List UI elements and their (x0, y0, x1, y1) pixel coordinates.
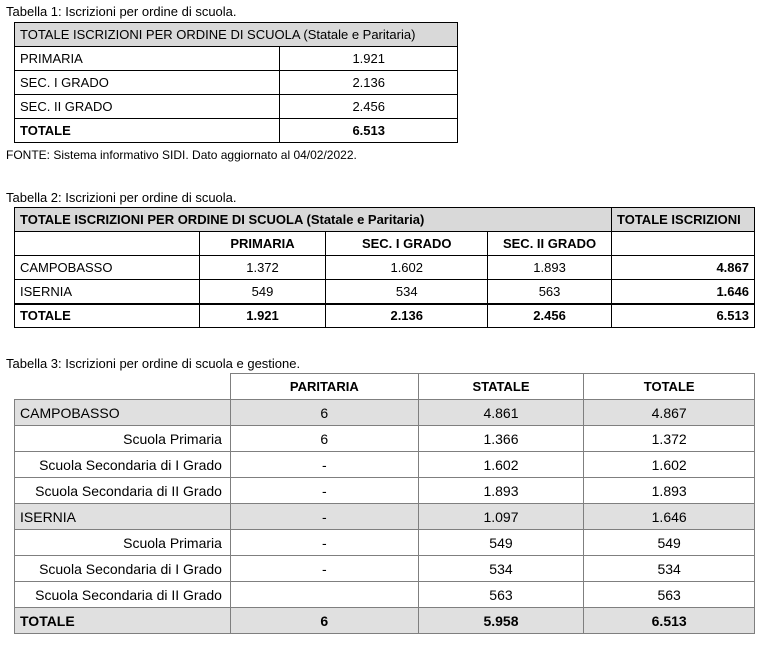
cell-sec2: 2.456 (488, 304, 612, 328)
cell-totale: 563 (584, 582, 755, 608)
cell-totale: 1.602 (584, 452, 755, 478)
table3 (14, 373, 755, 634)
table3-caption: Tabella 3: Iscrizioni per ordine di scuola e gestione. (6, 356, 301, 371)
cell-statale: 1.893 (418, 478, 584, 504)
cell-primaria: 1.372 (199, 256, 326, 280)
table2-column-row (15, 232, 755, 256)
row-value: 1.921 (280, 47, 458, 71)
cell-totale: 1.372 (584, 426, 755, 452)
table2-header-total: TOTALE ISCRIZIONI (612, 208, 755, 232)
table1-header-row (15, 23, 458, 47)
cell-totale: 549 (584, 530, 755, 556)
row-label: CAMPOBASSO (15, 400, 231, 426)
table-row (15, 280, 755, 304)
table3-total-row (15, 608, 755, 634)
table-row (15, 452, 755, 478)
cell-statale: 563 (418, 582, 584, 608)
table1 (14, 22, 458, 143)
row-label: Scuola Primaria (15, 426, 231, 452)
row-label: Scuola Secondaria di I Grado (15, 452, 231, 478)
cell-sec2: 1.893 (488, 256, 612, 280)
cell-totale: 6.513 (584, 608, 755, 634)
cell-paritaria: 6 (230, 608, 418, 634)
row-label: Scuola Primaria (15, 530, 231, 556)
table-row (15, 95, 458, 119)
cell-statale: 1.366 (418, 426, 584, 452)
table-row (15, 556, 755, 582)
blank-cell (15, 374, 231, 400)
cell-totale: 1.646 (584, 504, 755, 530)
table1-total-row (15, 119, 458, 143)
row-label: PRIMARIA (15, 47, 280, 71)
table-row (15, 582, 755, 608)
table2-caption: Tabella 2: Iscrizioni per ordine di scuola. (6, 190, 237, 205)
cell-sec1: 534 (326, 280, 488, 304)
cell-totale: 4.867 (584, 400, 755, 426)
cell-primaria: 1.921 (199, 304, 326, 328)
row-label: TOTALE (15, 304, 200, 328)
row-label: CAMPOBASSO (15, 256, 200, 280)
cell-paritaria: 6 (230, 426, 418, 452)
table3-header-row (15, 374, 755, 400)
column-header: PARITARIA (230, 374, 418, 400)
table2-total-row (15, 304, 755, 328)
cell-paritaria: 6 (230, 400, 418, 426)
column-header: TOTALE (584, 374, 755, 400)
blank-cell (15, 232, 200, 256)
blank-cell (612, 232, 755, 256)
cell-totale: 6.513 (612, 304, 755, 328)
row-value: 2.456 (280, 95, 458, 119)
row-value: 2.136 (280, 71, 458, 95)
column-header: PRIMARIA (199, 232, 326, 256)
cell-primaria: 549 (199, 280, 326, 304)
cell-statale: 534 (418, 556, 584, 582)
cell-statale: 1.602 (418, 452, 584, 478)
cell-totale: 1.646 (612, 280, 755, 304)
table2 (14, 207, 755, 328)
cell-statale: 5.958 (418, 608, 584, 634)
row-label: SEC. I GRADO (15, 71, 280, 95)
table1-caption: Tabella 1: Iscrizioni per ordine di scuola. (6, 4, 237, 19)
cell-paritaria (230, 582, 418, 608)
table-row (15, 400, 755, 426)
cell-paritaria: - (230, 504, 418, 530)
cell-paritaria: - (230, 530, 418, 556)
table-row (15, 71, 458, 95)
row-label: Scuola Secondaria di I Grado (15, 556, 231, 582)
column-header: STATALE (418, 374, 584, 400)
table-row (15, 504, 755, 530)
table-row (15, 478, 755, 504)
cell-totale: 4.867 (612, 256, 755, 280)
cell-sec2: 563 (488, 280, 612, 304)
row-label: TOTALE (15, 119, 280, 143)
cell-totale: 534 (584, 556, 755, 582)
cell-sec1: 2.136 (326, 304, 488, 328)
table1-source: FONTE: Sistema informativo SIDI. Dato aggiornato al 04/02/2022. (6, 148, 357, 162)
cell-statale: 1.097 (418, 504, 584, 530)
column-header: SEC. I GRADO (326, 232, 488, 256)
table2-header-row (15, 208, 755, 232)
table-row (15, 426, 755, 452)
row-value: 6.513 (280, 119, 458, 143)
table-row (15, 530, 755, 556)
row-label: Scuola Secondaria di II Grado (15, 582, 231, 608)
cell-totale: 1.893 (584, 478, 755, 504)
row-label: Scuola Secondaria di II Grado (15, 478, 231, 504)
column-header: SEC. II GRADO (488, 232, 612, 256)
cell-paritaria: - (230, 478, 418, 504)
row-label: ISERNIA (15, 280, 200, 304)
table-row (15, 47, 458, 71)
cell-statale: 4.861 (418, 400, 584, 426)
table2-header-main: TOTALE ISCRIZIONI PER ORDINE DI SCUOLA (Statale e Paritaria) (15, 208, 612, 232)
cell-paritaria: - (230, 556, 418, 582)
row-label: SEC. II GRADO (15, 95, 280, 119)
table1-header: TOTALE ISCRIZIONI PER ORDINE DI SCUOLA (Statale e Paritaria) (15, 23, 458, 47)
cell-sec1: 1.602 (326, 256, 488, 280)
table-row (15, 256, 755, 280)
row-label: TOTALE (15, 608, 231, 634)
row-label: ISERNIA (15, 504, 231, 530)
cell-paritaria: - (230, 452, 418, 478)
cell-statale: 549 (418, 530, 584, 556)
